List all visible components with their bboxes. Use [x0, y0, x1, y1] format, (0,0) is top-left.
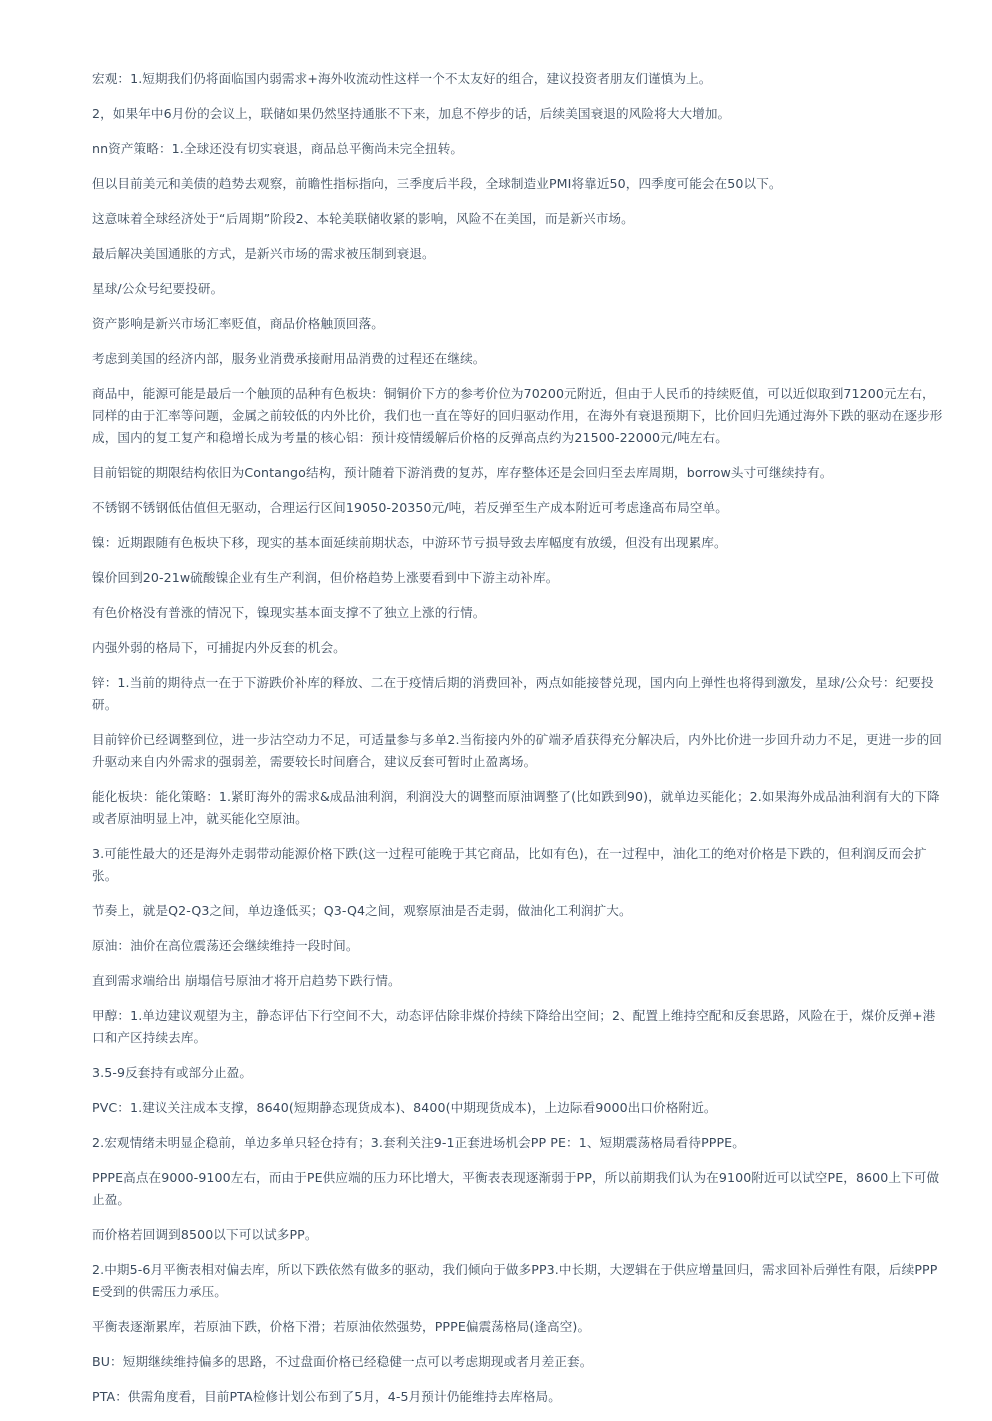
paragraph-crude-oil-2: 直到需求端给出 崩塌信号原油才将开启趋势下跌行情。	[92, 973, 401, 988]
paragraph-zinc-1: 锌：1.当前的期待点一在于下游跌价补库的释放、二在于疫情后期的消费回补，两点如能接替兑现，国内向上弹性也将得到激发，星球/公众号：纪要投研。	[92, 675, 934, 712]
paragraph-methanol: 甲醇：1.单边建议观望为主，静态评估下行空间不大，动态评估除非煤价持续下降给出空间；2、配置上维持空配和反套思路，风险在于，煤价反弹+港口和产区持续去库。	[92, 1008, 936, 1045]
paragraph-pp-medium-term: 2.中期5-6月平衡表相对偏去库，所以下跌依然有做多的驱动，我们倾向于做多PP3.中长期，大逻辑在于供应增量回归，需求回补后弹性有限，后续PPPE受到的供需压力承压。	[92, 1262, 938, 1299]
paragraph-pppe-high: PPPE高点在9000-9100左右，而由于PE供应端的压力环比增大，平衡表表现逐渐弱于PP，所以前期我们认为在9100附近可以试空PE，8600上下可做止盈。	[92, 1170, 940, 1207]
paragraph-pvc-2-pp-pe: 2.宏观情绪未明显企稳前，单边多单只轻仓持有；3.套利关注9-1正套进场机会PP PE：1、短期震荡格局看待PPPE。	[92, 1135, 745, 1150]
paragraph-aluminum-structure: 目前铝锭的期限结构依旧为Contango结构，预计随着下游消费的复苏，库存整体还是会回归至去库周期，borrow头寸可继续持有。	[92, 465, 833, 480]
paragraph-crude-oil-1: 原油：油价在高位震荡还会继续维持一段时间。	[92, 938, 359, 953]
paragraph-balance-sheet: 平衡表逐渐累库，若原油下跌，价格下滑；若原油依然强势，PPPE偏震荡格局(逢高空)。	[92, 1319, 591, 1334]
paragraph-pmi-outlook: 但以目前美元和美债的趋势去观察，前瞻性指标指向，三季度后半段，全球制造业PMI将靠近50，四季度可能会在50以下。	[92, 176, 782, 191]
paragraph-methanol-spread: 3.5-9反套持有或部分止盈。	[92, 1065, 253, 1080]
paragraph-us-economy: 考虑到美国的经济内部，服务业消费承接耐用品消费的过程还在继续。	[92, 351, 486, 366]
paragraph-copper-aluminum: 商品中，能源可能是最后一个触顶的品种有色板块：铜铜价下方的参考价位为70200元附近，但由于人民币的持续贬值，可以近似取到71200元左右，同样的由于汇率等问题，金属之前较低的内外比价，我们也一直在等好的回归驱动作用，在海外有衰退预期下，比价回归先通过海外下跌的驱动在逐步形成，国内的复工复产和稳增长成为考量的核心铝：预计疫情缓解后价格的反弹高点约为21500-22000元/吨左右。	[92, 386, 943, 445]
paragraph-source-note-1: 星球/公众号纪要投研。	[92, 281, 224, 296]
paragraph-bu: BU：短期继续维持偏多的思路，不过盘面价格已经稳健一点可以考虑期现或者月差正套。	[92, 1354, 593, 1369]
paragraph-macro-2: 2，如果年中6月份的会议上，联储如果仍然坚持通胀不下来，加息不停步的话，后续美国衰退的风险将大大增加。	[92, 106, 731, 121]
paragraph-macro-1: 宏观：1.短期我们仍将面临国内弱需求+海外收流动性这样一个不太友好的组合，建议投资者朋友们谨慎为上。	[92, 71, 712, 86]
paragraph-asset-strategy: nn资产策略：1.全球还没有切实衰退，商品总平衡尚未完全扭转。	[92, 141, 464, 156]
paragraph-inflation-resolution: 最后解决美国通胀的方式，是新兴市场的需求被压制到衰退。	[92, 246, 435, 261]
paragraph-pp-long: 而价格若回调到8500以下可以试多PP。	[92, 1227, 318, 1242]
paragraph-nickel-1: 镍：近期跟随有色板块下移，现实的基本面延续前期状态，中游环节亏损导致去库幅度有放缓，但没有出现累库。	[92, 535, 727, 550]
paragraph-rhythm: 节奏上，就是Q2-Q3之间，单边逢低买；Q3-Q4之间，观察原油是否走弱，做油化工利润扩大。	[92, 903, 632, 918]
paragraph-nickel-2: 镍价回到20-21w硫酸镍企业有生产利润，但价格趋势上涨要看到中下游主动补库。	[92, 570, 559, 585]
paragraph-asset-impact: 资产影响是新兴市场汇率贬值，商品价格触顶回落。	[92, 316, 384, 331]
paragraph-pvc: PVC：1.建议关注成本支撑，8640(短期静态现货成本)、8400(中期现货成本)，上边际看9000出口价格附近。	[92, 1100, 717, 1115]
paragraph-late-cycle: 这意味着全球经济处于“后周期”阶段2、本轮美联储收紧的影响，风险不在美国，而是新兴市场。	[92, 211, 634, 226]
paragraph-stainless-steel: 不锈钢不锈钢低估值但无驱动，合理运行区间19050-20350元/吨，若反弹至生产成本附近可考虑逢高布局空单。	[92, 500, 728, 515]
paragraph-zinc-2: 目前锌价已经调整到位，进一步沽空动力不足，可适量参与多单2.当衔接内外的矿端矛盾获得充分解决后，内外比价进一步回升动力不足，更进一步的回升驱动来自内外需求的强弱差，需要较长时间磨合，建议反套可暂时止盈离场。	[92, 732, 943, 769]
paragraph-reverse-arbitrage: 内强外弱的格局下，可捕捉内外反套的机会。	[92, 640, 346, 655]
paragraph-nickel-3: 有色价格没有普涨的情况下，镍现实基本面支撑不了独立上涨的行情。	[92, 605, 486, 620]
paragraph-pta: PTA：供需角度看，目前PTA检修计划公布到了5月，4-5月预计仍能维持去库格局。	[92, 1389, 561, 1404]
paragraph-energy-chemical: 能化板块：能化策略：1.紧盯海外的需求&成品油利润，利润没大的调整而原油调整了(比如跌到90)，就单边买能化；2.如果海外成品油利润有大的下降或者原油明显上冲，就买能化空原油。	[92, 789, 940, 826]
paragraph-energy-decline: 3.可能性最大的还是海外走弱带动能源价格下跌(这一过程可能晚于其它商品，比如有色)，在一过程中，油化工的绝对价格是下跌的，但利润反而会扩张。	[92, 846, 927, 883]
document-body	[92, 68, 944, 1421]
